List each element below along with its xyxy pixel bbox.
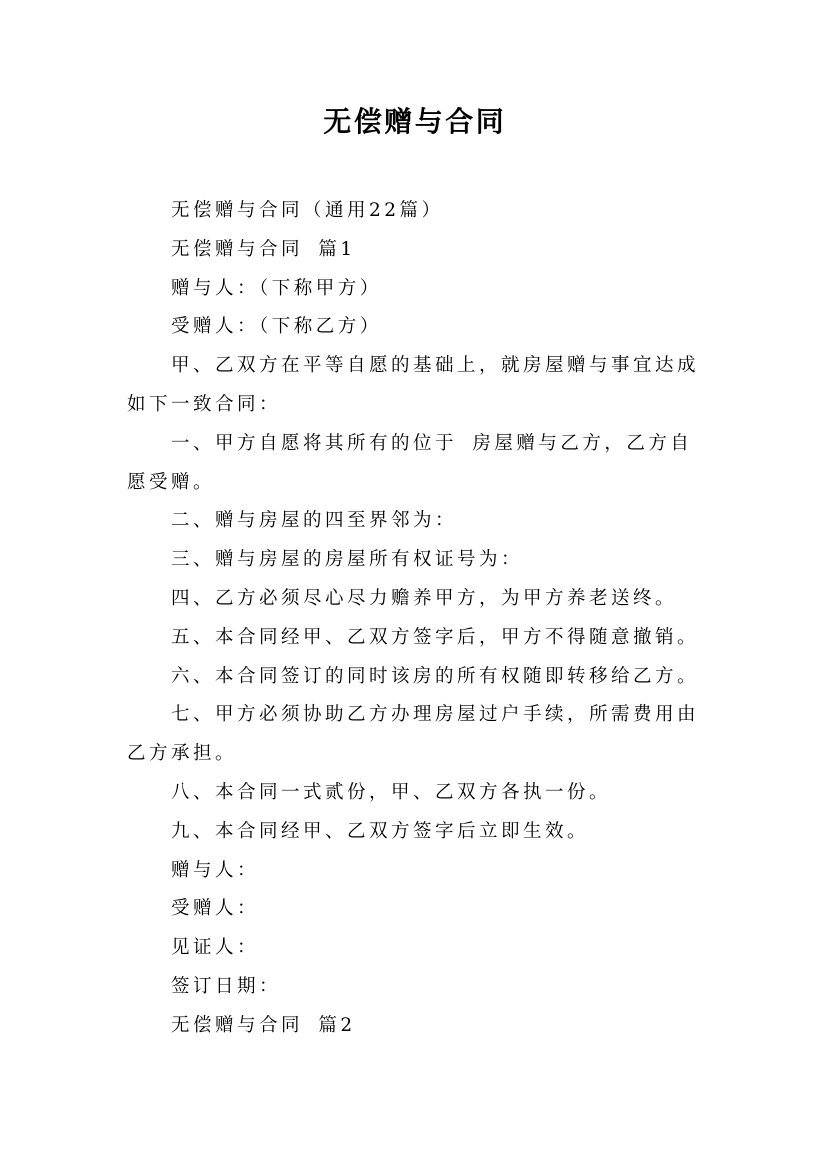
clause-line: 二、赠与房屋的四至界邻为：: [171, 510, 458, 532]
clause-line: 九、本合同经甲、乙双方签字后立即生效。: [171, 820, 590, 842]
clause-6: [127, 658, 767, 697]
clause-9: [127, 813, 767, 852]
clause-line: 六、本合同签订的同时该房的所有权随即转移给乙方。: [171, 665, 700, 687]
clause-4: [127, 580, 767, 619]
clause-line: 八、本合同一式贰份，甲、乙双方各执一份。: [171, 781, 612, 803]
document-body: [127, 192, 767, 1046]
document-title: 无偿赠与合同: [323, 105, 507, 138]
signature-witness: 见证人：: [171, 937, 260, 959]
preamble-paragraph: [127, 347, 767, 425]
donor-line: 赠与人：（下称甲方）: [171, 277, 382, 299]
collection-heading: 无偿赠与合同（通用22篇）: [171, 200, 444, 221]
signature-date: 签订日期：: [171, 975, 282, 997]
section-title: 无偿赠与合同 篇2: [171, 1014, 356, 1036]
clause-7: [127, 696, 767, 774]
donee-line: 受赠人：（下称乙方）: [171, 316, 382, 338]
signature-donor: 赠与人：: [171, 859, 260, 881]
signature-block: [127, 852, 767, 1007]
clause-line: 愿受赠。: [127, 471, 216, 493]
preamble-line: 如下一致合同：: [127, 393, 282, 415]
clause-line: 五、本合同经甲、乙双方签字后，甲方不得随意撤销。: [171, 626, 700, 648]
clause-5: [127, 619, 767, 658]
section-title: 无偿赠与合同 篇1: [171, 238, 356, 260]
clause-line: 四、乙方必须尽心尽力赡养甲方，为甲方养老送终。: [171, 587, 678, 609]
clause-1: [127, 425, 767, 503]
clause-8: [127, 774, 767, 813]
clause-line: 三、赠与房屋的房屋所有权证号为：: [171, 549, 524, 571]
clause-line: 乙方承担。: [127, 743, 238, 765]
clause-line: 七、甲方必须协助乙方办理房屋过户手续，所需费用由: [171, 704, 700, 726]
clause-2: [127, 502, 767, 541]
clause-line: 一、甲方自愿将其所有的位于 房屋赠与乙方，乙方自: [171, 432, 693, 454]
signature-donee: 受赠人：: [171, 898, 260, 920]
clause-3: [127, 541, 767, 580]
preamble-line: 甲、乙双方在平等自愿的基础上，就房屋赠与事宜达成: [171, 355, 700, 377]
